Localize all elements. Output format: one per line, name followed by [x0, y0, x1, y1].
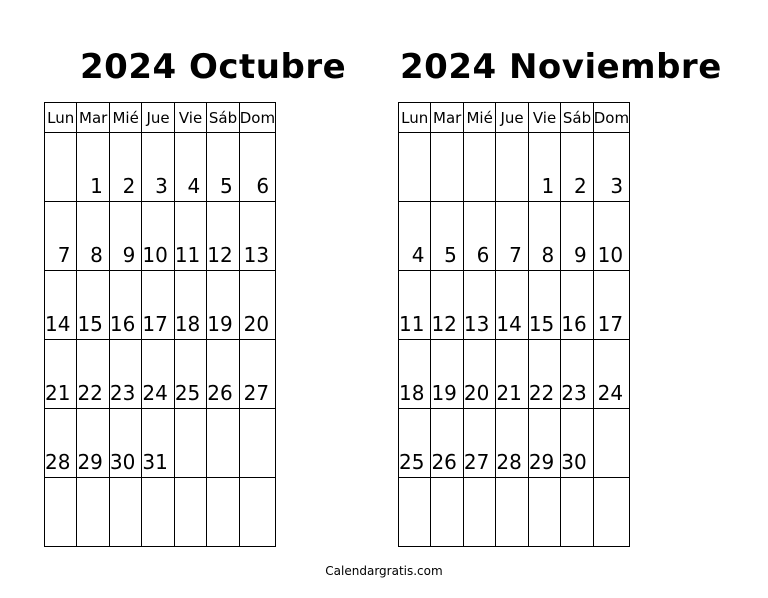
day-cell: [45, 409, 77, 478]
day-number: 10: [142, 243, 168, 267]
week-row: [45, 409, 276, 478]
day-number: 12: [207, 243, 233, 267]
day-cell: [431, 271, 463, 340]
day-number: 22: [77, 381, 103, 405]
day-cell: [528, 271, 560, 340]
day-cell: [207, 202, 239, 271]
day-cell: [174, 478, 206, 547]
week-row: [45, 133, 276, 202]
day-cell: [431, 409, 463, 478]
day-cell: [45, 133, 77, 202]
weekday-label: Mar: [431, 103, 463, 133]
day-cell: [561, 202, 593, 271]
day-cell: [528, 340, 560, 409]
day-cell: [239, 340, 275, 409]
day-cell: [77, 202, 109, 271]
day-number: 20: [243, 312, 270, 336]
day-cell: [561, 478, 593, 547]
day-number: 26: [431, 450, 457, 474]
week-row: [399, 340, 630, 409]
day-cell: [109, 340, 141, 409]
day-cell: [528, 409, 560, 478]
day-cell: [463, 409, 495, 478]
day-cell: [77, 409, 109, 478]
day-number: 7: [57, 243, 71, 267]
day-number: [45, 541, 76, 546]
day-cell: [496, 409, 528, 478]
day-number: 13: [243, 243, 270, 267]
weekday-label: Vie: [528, 103, 560, 133]
day-cell: [174, 271, 206, 340]
weekday-header-row: [45, 103, 276, 133]
day-cell: [174, 202, 206, 271]
day-cell: [174, 340, 206, 409]
day-cell: [109, 271, 141, 340]
day-number: 5: [444, 243, 457, 267]
day-number: 23: [109, 381, 136, 405]
day-number: 22: [528, 381, 555, 405]
day-number: 27: [243, 381, 270, 405]
day-number: [594, 472, 629, 477]
day-cell: [207, 133, 239, 202]
day-number: [431, 541, 462, 546]
day-cell: [593, 340, 629, 409]
day-number: 24: [597, 381, 624, 405]
day-cell: [399, 133, 431, 202]
day-number: 17: [142, 312, 168, 336]
day-cell: [431, 340, 463, 409]
day-cell: [45, 340, 77, 409]
day-number: 14: [45, 312, 71, 336]
day-number: [207, 472, 238, 477]
day-cell: [174, 409, 206, 478]
day-cell: [142, 133, 174, 202]
weekday-label: Dom: [593, 103, 629, 133]
week-row: [45, 340, 276, 409]
day-number: 11: [399, 312, 425, 336]
day-number: 23: [561, 381, 587, 405]
day-cell: [239, 409, 275, 478]
day-cell: [109, 202, 141, 271]
month-grid: [398, 102, 630, 547]
day-cell: [399, 409, 431, 478]
day-number: 17: [597, 312, 624, 336]
day-number: 16: [109, 312, 136, 336]
day-cell: [77, 478, 109, 547]
day-cell: [561, 409, 593, 478]
day-cell: [207, 478, 239, 547]
day-cell: [45, 271, 77, 340]
day-number: [464, 541, 495, 546]
weekday-label: Mié: [463, 103, 495, 133]
day-cell: [561, 133, 593, 202]
day-number: 18: [399, 381, 425, 405]
day-number: 16: [561, 312, 587, 336]
day-number: [110, 541, 141, 546]
day-number: 28: [45, 450, 71, 474]
day-cell: [77, 271, 109, 340]
day-cell: [45, 478, 77, 547]
day-cell: [496, 133, 528, 202]
day-number: 4: [187, 174, 201, 198]
week-row: [399, 409, 630, 478]
day-cell: [142, 409, 174, 478]
day-number: [207, 541, 238, 546]
weekday-label: Mié: [109, 103, 141, 133]
day-cell: [593, 478, 629, 547]
day-cell: [399, 478, 431, 547]
day-cell: [431, 133, 463, 202]
day-cell: [399, 271, 431, 340]
day-number: 9: [573, 243, 587, 267]
week-row: [399, 271, 630, 340]
weekday-header-row: [399, 103, 630, 133]
day-cell: [239, 133, 275, 202]
day-cell: [239, 202, 275, 271]
day-number: 15: [528, 312, 555, 336]
day-cell: [142, 340, 174, 409]
day-number: [431, 196, 462, 201]
day-cell: [207, 409, 239, 478]
day-cell: [77, 340, 109, 409]
day-number: 11: [174, 243, 201, 267]
day-number: 20: [463, 381, 490, 405]
day-cell: [239, 271, 275, 340]
week-row: [399, 478, 630, 547]
day-number: 7: [509, 243, 522, 267]
day-cell: [109, 409, 141, 478]
day-number: 21: [496, 381, 522, 405]
day-number: 8: [541, 243, 555, 267]
weekday-label: Jue: [496, 103, 528, 133]
day-number: [77, 541, 108, 546]
week-row: [45, 271, 276, 340]
day-cell: [528, 478, 560, 547]
day-number: [399, 196, 430, 201]
week-row: [45, 478, 276, 547]
day-number: 15: [77, 312, 103, 336]
day-cell: [496, 271, 528, 340]
day-number: 29: [77, 450, 103, 474]
day-number: 25: [174, 381, 201, 405]
day-number: 1: [541, 174, 555, 198]
day-number: [240, 472, 275, 477]
day-number: [175, 541, 206, 546]
day-number: [496, 196, 527, 201]
weekday-label: Dom: [239, 103, 275, 133]
day-number: [464, 196, 495, 201]
day-cell: [399, 340, 431, 409]
weekday-label: Jue: [142, 103, 174, 133]
day-cell: [463, 202, 495, 271]
day-number: 26: [207, 381, 233, 405]
day-number: 2: [573, 174, 587, 198]
day-cell: [593, 133, 629, 202]
day-number: 9: [122, 243, 136, 267]
day-number: 12: [431, 312, 457, 336]
day-number: 5: [219, 174, 233, 198]
month-title: 2024 Noviembre: [400, 47, 722, 87]
day-number: 19: [207, 312, 233, 336]
day-cell: [561, 271, 593, 340]
day-number: 19: [431, 381, 457, 405]
day-number: 27: [463, 450, 490, 474]
day-number: 28: [496, 450, 522, 474]
day-number: 1: [90, 174, 103, 198]
day-cell: [142, 271, 174, 340]
weekday-label: Lun: [399, 103, 431, 133]
day-cell: [174, 133, 206, 202]
day-cell: [463, 478, 495, 547]
day-number: [45, 196, 76, 201]
day-cell: [496, 340, 528, 409]
weekday-label: Mar: [77, 103, 109, 133]
day-number: 13: [463, 312, 490, 336]
day-number: 31: [142, 450, 168, 474]
day-cell: [207, 340, 239, 409]
day-number: 3: [610, 174, 624, 198]
day-cell: [496, 202, 528, 271]
day-number: 2: [122, 174, 136, 198]
footer-site-name: Calendargratis.com: [325, 564, 443, 578]
month-title: 2024 Octubre: [80, 47, 347, 87]
day-number: 24: [142, 381, 168, 405]
week-row: [45, 202, 276, 271]
day-cell: [239, 478, 275, 547]
day-number: [175, 472, 206, 477]
day-number: 30: [561, 450, 587, 474]
day-cell: [528, 133, 560, 202]
day-number: [529, 541, 560, 546]
day-cell: [109, 478, 141, 547]
day-cell: [463, 340, 495, 409]
day-cell: [561, 340, 593, 409]
day-number: 8: [90, 243, 103, 267]
day-cell: [593, 409, 629, 478]
day-cell: [207, 271, 239, 340]
day-number: 14: [496, 312, 522, 336]
day-cell: [593, 271, 629, 340]
day-number: [142, 541, 173, 546]
day-cell: [399, 202, 431, 271]
day-cell: [77, 133, 109, 202]
day-number: 25: [399, 450, 425, 474]
weekday-label: Vie: [174, 103, 206, 133]
day-cell: [142, 478, 174, 547]
day-number: 21: [45, 381, 71, 405]
week-row: [399, 202, 630, 271]
day-cell: [496, 478, 528, 547]
day-cell: [528, 202, 560, 271]
month-grid: [44, 102, 276, 547]
day-cell: [431, 478, 463, 547]
day-cell: [431, 202, 463, 271]
day-number: [240, 541, 275, 546]
day-cell: [109, 133, 141, 202]
weekday-label: Sáb: [561, 103, 593, 133]
day-number: [496, 541, 527, 546]
day-cell: [463, 133, 495, 202]
day-number: [594, 541, 629, 546]
day-number: 30: [109, 450, 136, 474]
day-number: 6: [476, 243, 490, 267]
day-number: 18: [174, 312, 201, 336]
day-number: 29: [528, 450, 555, 474]
day-number: 10: [597, 243, 624, 267]
day-number: 6: [256, 174, 270, 198]
day-number: [561, 541, 592, 546]
day-cell: [45, 202, 77, 271]
day-number: [399, 541, 430, 546]
weekday-label: Lun: [45, 103, 77, 133]
day-cell: [463, 271, 495, 340]
day-cell: [142, 202, 174, 271]
day-number: 4: [411, 243, 425, 267]
day-cell: [593, 202, 629, 271]
weekday-label: Sáb: [207, 103, 239, 133]
week-row: [399, 133, 630, 202]
day-number: 3: [155, 174, 168, 198]
